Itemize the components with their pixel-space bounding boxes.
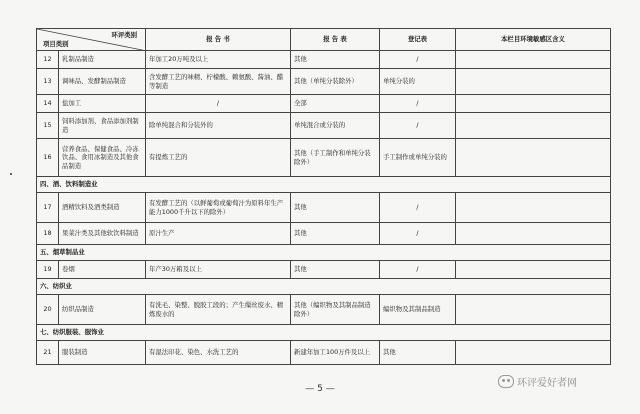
report-book-cell: 有洗毛、染整、脱胶工段的；产生缫丝废水、精炼废水的 (146, 295, 291, 325)
report-book-cell: 有发酵工艺的（以鲜葡萄或葡萄汁为原料年生产能力1000千升以下的除外） (146, 193, 291, 223)
project-category: 卷烟 (59, 261, 146, 279)
sensitive-area-cell (456, 69, 611, 95)
project-category: 纺织品制造 (59, 295, 146, 325)
registration-cell: / (380, 51, 456, 69)
registration-cell: 手工制作或单纯分装的 (380, 139, 456, 177)
report-book-cell: 有提炼工艺的 (146, 139, 291, 177)
sensitive-area-cell (456, 223, 611, 245)
scan-speck (10, 173, 12, 175)
sensitive-area-cell (456, 341, 611, 365)
report-book-cell: 年加工20万吨及以上 (146, 51, 291, 69)
report-form-cell: 单纯混合或分装的 (291, 113, 380, 139)
section-row (37, 245, 611, 261)
sensitive-area-cell (456, 95, 611, 113)
report-form-cell: 其他（编织物及其制品制造除外） (291, 295, 380, 325)
project-category: 服装制造 (59, 341, 146, 365)
sensitive-area-cell (456, 51, 611, 69)
row-number: 12 (37, 51, 59, 69)
report-book-cell: / (146, 95, 291, 113)
project-category: 饲料添加剂、食品添加剂制造 (59, 113, 146, 139)
table-row (37, 193, 611, 223)
section-label: 七、纺织服装、服饰业 (37, 325, 611, 341)
project-category: 酒精饮料及酒类制造 (59, 193, 146, 223)
report-book-cell: 有湿法印花、染色、水洗工艺的 (146, 341, 291, 365)
report-form-cell: 其他（手工制作和单纯分装除外） (291, 139, 380, 177)
section-label: 四、酒、饮料制造业 (37, 177, 611, 193)
report-book-cell: 原汁生产 (146, 223, 291, 245)
row-number: 20 (37, 295, 59, 325)
project-category: 营养食品、保健食品、冷冻饮品、食用冰制造及其他食品制造 (59, 139, 146, 177)
row-number: 13 (37, 69, 59, 95)
section-row (37, 279, 611, 295)
report-form-cell: 全部 (291, 95, 380, 113)
table-row (37, 139, 611, 177)
sensitive-area-cell (456, 193, 611, 223)
table-row (37, 223, 611, 245)
row-number: 14 (37, 95, 59, 113)
row-number: 21 (37, 341, 59, 365)
registration-cell: / (380, 113, 456, 139)
diagonal-header-cell (37, 29, 146, 51)
row-number: 16 (37, 139, 59, 177)
table-row (37, 69, 611, 95)
sensitive-area-cell (456, 113, 611, 139)
section-row (37, 177, 611, 193)
report-book-cell: 含发酵工艺的味精、柠檬酸、赖氨酸、酱油、醋等制造 (146, 69, 291, 95)
classification-table (36, 28, 611, 365)
report-form-cell: 其他 (291, 261, 380, 279)
col-registration: 登记表 (380, 29, 456, 51)
registration-cell: 编织物及其制品制造 (380, 295, 456, 325)
row-number: 15 (37, 113, 59, 139)
sensitive-area-cell (456, 295, 611, 325)
project-category: 乳制品制造 (59, 51, 146, 69)
section-label: 五、烟草制品业 (37, 245, 611, 261)
registration-cell: / (380, 95, 456, 113)
table-row (37, 95, 611, 113)
section-label: 六、纺织业 (37, 279, 611, 295)
table-row (37, 113, 611, 139)
registration-cell: / (380, 193, 456, 223)
col-report-form: 报 告 表 (291, 29, 380, 51)
report-form-cell: 其他 (291, 193, 380, 223)
col-sensitive: 本栏目环境敏感区含义 (456, 29, 611, 51)
section-row (37, 325, 611, 341)
table-row (37, 341, 611, 365)
row-number: 19 (37, 261, 59, 279)
registration-cell: / (380, 261, 456, 279)
report-form-cell: 其他 (291, 51, 380, 69)
wechat-icon (498, 375, 514, 388)
table-row (37, 295, 611, 325)
sensitive-area-cell (456, 139, 611, 177)
page-number: — 5 — (305, 384, 335, 394)
report-book-cell: 除单纯混合和分装外的 (146, 113, 291, 139)
category-top-label: 环评类别 (111, 31, 137, 39)
report-form-cell: 其他 (291, 223, 380, 245)
project-category: 盐加工 (59, 95, 146, 113)
report-form-cell: 其他（单纯分装除外） (291, 69, 380, 95)
row-number: 17 (37, 193, 59, 223)
registration-cell: / (380, 223, 456, 245)
registration-cell: 单纯分装的 (380, 69, 456, 95)
watermark (498, 374, 577, 389)
table-row (37, 261, 611, 279)
header-row (37, 29, 611, 51)
registration-cell: 其他 (380, 341, 456, 365)
category-bottom-label: 项目类别 (43, 39, 69, 48)
project-category: 调味品、发酵制品制造 (59, 69, 146, 95)
table-row (37, 51, 611, 69)
row-number: 18 (37, 223, 59, 245)
sensitive-area-cell (456, 261, 611, 279)
watermark-text: 环评爱好者网 (517, 378, 577, 389)
report-book-cell: 年产30万箱及以上 (146, 261, 291, 279)
project-category: 果菜汁类及其他软饮料制造 (59, 223, 146, 245)
report-form-cell: 新建年加工100万件及以上 (291, 341, 380, 365)
col-report-book: 报 告 书 (146, 29, 291, 51)
